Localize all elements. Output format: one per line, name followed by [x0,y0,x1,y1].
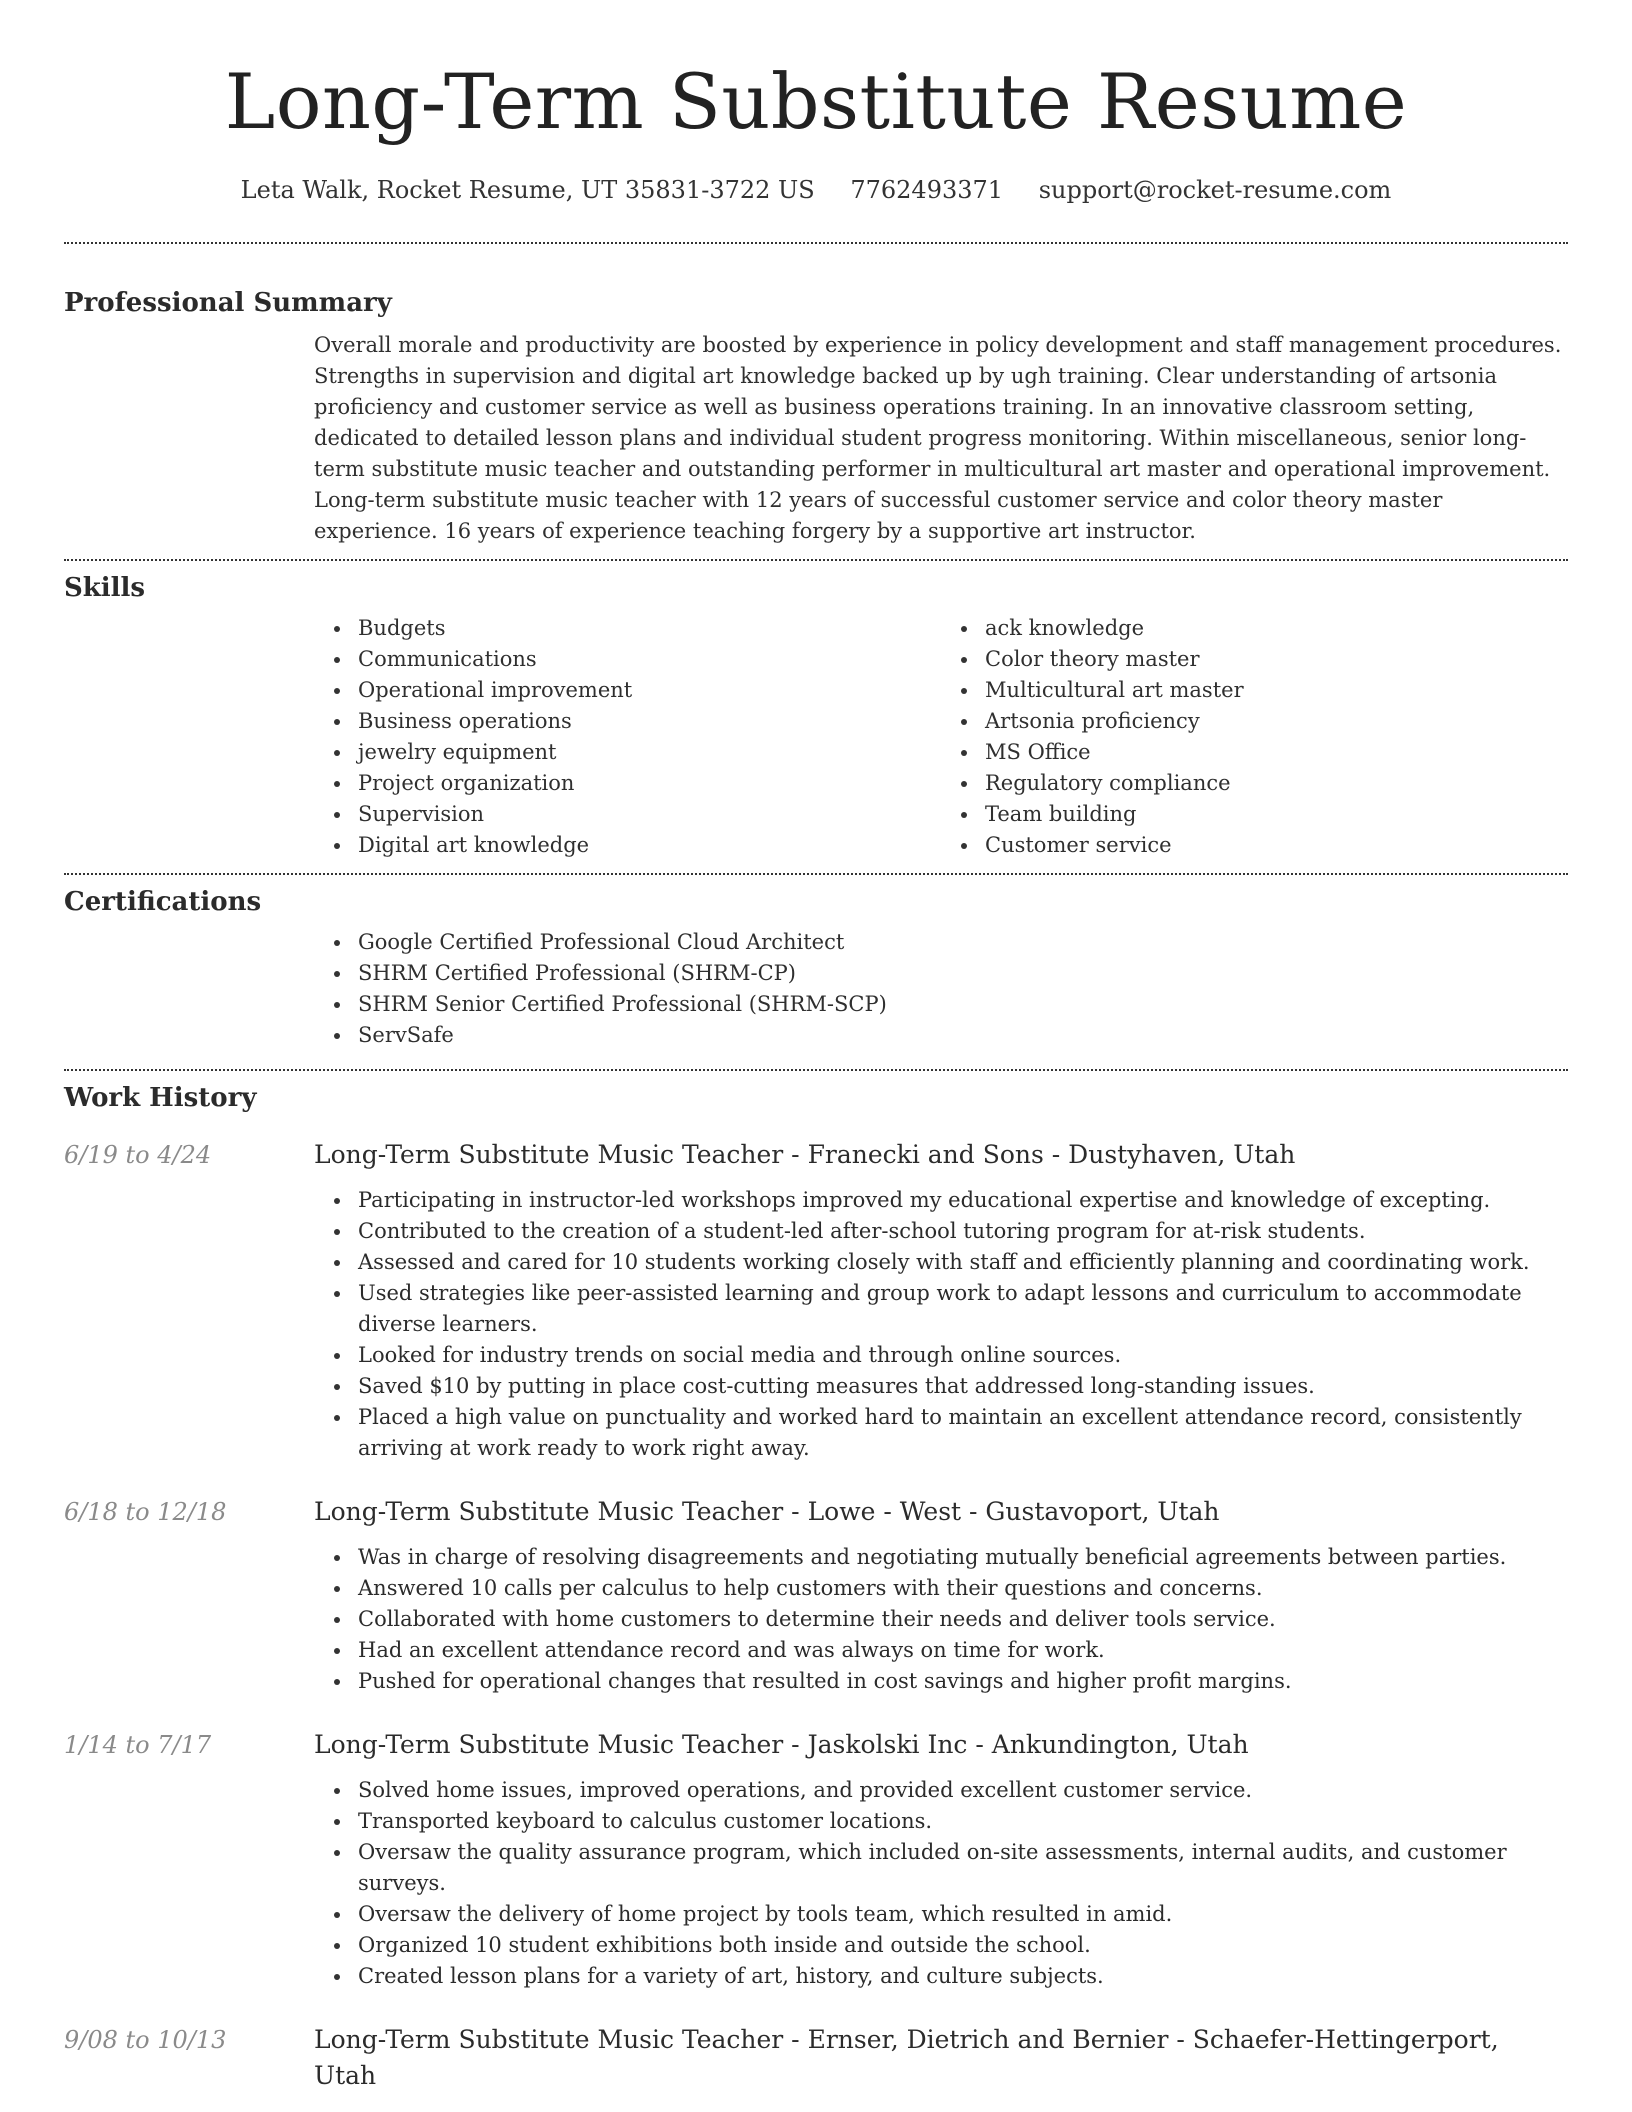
work-history-heading: Work History [64,1083,257,1113]
divider [64,873,1568,875]
summary-heading: Professional Summary [64,288,392,318]
job-duty-item: Contributed to the creation of a student-led after-school tutoring program for at-risk students. [358,1216,1568,1247]
job-duty-item: Solved home issues, improved operations, and provided excellent customer service. [358,1775,1568,1806]
contact-line [64,174,1568,206]
divider [64,242,1568,244]
job-entry [64,1494,1568,1697]
resume-title: Long-Term Substitute Resume [224,57,1408,146]
certifications-heading: Certifications [64,887,262,917]
divider [64,1069,1568,1071]
job-duty-item: Collaborated with home customers to determine their needs and deliver tools service. [358,1604,1568,1635]
job-duties-list [314,1542,1568,1697]
job-duty-item: Participating in instructor-led workshops improved my educational expertise and knowledge of excepting. [358,1185,1568,1216]
skills-heading: Skills [64,573,146,603]
skill-item: Customer service [985,830,1568,861]
skills-list-left [314,613,941,861]
work-history-section [64,1081,1568,2094]
job-title: Long-Term Substitute Music Teacher - Jaskolski Inc - Ankundington, Utah [314,1730,1249,1759]
job-duty-item: Organized 10 student exhibitions both inside and outside the school. [358,1930,1568,1961]
job-dates: 1/14 to 7/17 [64,1731,212,1759]
certifications-body [314,927,1568,1051]
skill-item: Business operations [358,706,941,737]
divider [64,559,1568,561]
skills-section [64,571,1568,861]
contact-address: Leta Walk, Rocket Resume, UT 35831-3722 US [240,176,815,204]
job-duty-item: Was in charge of resolving disagreements and negotiating mutually beneficial agreements between parties. [358,1542,1568,1573]
skills-grid [314,613,1568,861]
skill-item: Budgets [358,613,941,644]
summary-text: Overall morale and productivity are boosted by experience in policy development and staff management procedures. Strengths in supervision and digital art knowledge backed up by ugh training. Clear understanding of artsonia proficiency and customer service as well as business operations training. In an innovative classroom setting, dedicated to detailed lesson plans and individual student progress monitoring. Within miscellaneous, senior long-term substitute music teacher and outstanding performer in multicultural art master and operational improvement. Long-term substitute music teacher with 12 years of successful customer service and color theory master experience. 16 years of experience teaching forgery by a supportive art instructor. [314,333,1562,543]
skill-item: Communications [358,644,941,675]
certification-item: SHRM Senior Certified Professional (SHRM-SCP) [358,989,1568,1020]
skills-list-right [941,613,1568,861]
job-duties-list [314,1775,1568,1992]
job-duty-item: Created lesson plans for a variety of art, history, and culture subjects. [358,1961,1568,1992]
job-duty-item: Had an excellent attendance record and was always on time for work. [358,1635,1568,1666]
certifications-list [314,927,1568,1051]
job-duty-item: Assessed and cared for 10 students working closely with staff and efficiently planning and coordinating work. [358,1247,1568,1278]
job-duty-item: Answered 10 calls per calculus to help customers with their questions and concerns. [358,1573,1568,1604]
job-duty-item: Saved $10 by putting in place cost-cutting measures that addressed long-standing issues. [358,1371,1568,1402]
job-title: Long-Term Substitute Music Teacher - Franecki and Sons - Dustyhaven, Utah [314,1140,1296,1169]
job-duty-item: Oversaw the delivery of home project by tools team, which resulted in amid. [358,1899,1568,1930]
job-entry [64,2022,1568,2094]
skill-item: Digital art knowledge [358,830,941,861]
skill-item: Artsonia proficiency [985,706,1568,737]
skill-item: Operational improvement [358,675,941,706]
certifications-section [64,885,1568,1051]
skill-item: Project organization [358,768,941,799]
certification-item: SHRM Certified Professional (SHRM-CP) [358,958,1568,989]
skill-item: Regulatory compliance [985,768,1568,799]
skill-item: jewelry equipment [358,737,941,768]
job-duty-item: Pushed for operational changes that resulted in cost savings and higher profit margins. [358,1666,1568,1697]
job-dates: 6/18 to 12/18 [64,1498,227,1526]
certification-item: ServSafe [358,1020,1568,1051]
job-title: Long-Term Substitute Music Teacher - Ernser, Dietrich and Bernier - Schaefer-Hettingerport, Utah [314,2025,1499,2090]
skill-item: Team building [985,799,1568,830]
resume-page [64,0,1568,2094]
job-duty-item: Transported keyboard to calculus customer locations. [358,1806,1568,1837]
job-duty-item: Used strategies like peer-assisted learning and group work to adapt lessons and curriculum to accommodate diverse learners. [358,1278,1568,1340]
job-duties-list [314,1185,1568,1464]
skill-item: ack knowledge [985,613,1568,644]
certification-item: Google Certified Professional Cloud Architect [358,927,1568,958]
skill-item: Multicultural art master [985,675,1568,706]
job-duty-item: Oversaw the quality assurance program, which included on-site assessments, internal audits, and customer surveys. [358,1837,1568,1899]
contact-email: support@rocket-resume.com [1038,176,1392,204]
job-duty-item: Placed a high value on punctuality and worked hard to maintain an excellent attendance record, consistently arriving at work ready to work right away. [358,1402,1568,1464]
job-duty-item: Looked for industry trends on social media and through online sources. [358,1340,1568,1371]
job-dates: 6/19 to 4/24 [64,1141,212,1169]
job-title: Long-Term Substitute Music Teacher - Lowe - West - Gustavoport, Utah [314,1497,1220,1526]
skill-item: Supervision [358,799,941,830]
job-entry [64,1727,1568,1992]
contact-phone: 7762493371 [850,176,1004,204]
summary-section [64,286,1568,547]
job-entry [64,1137,1568,1464]
job-list [64,1137,1568,2094]
skill-item: MS Office [985,737,1568,768]
skill-item: Color theory master [985,644,1568,675]
job-dates: 9/08 to 10/13 [64,2026,227,2054]
